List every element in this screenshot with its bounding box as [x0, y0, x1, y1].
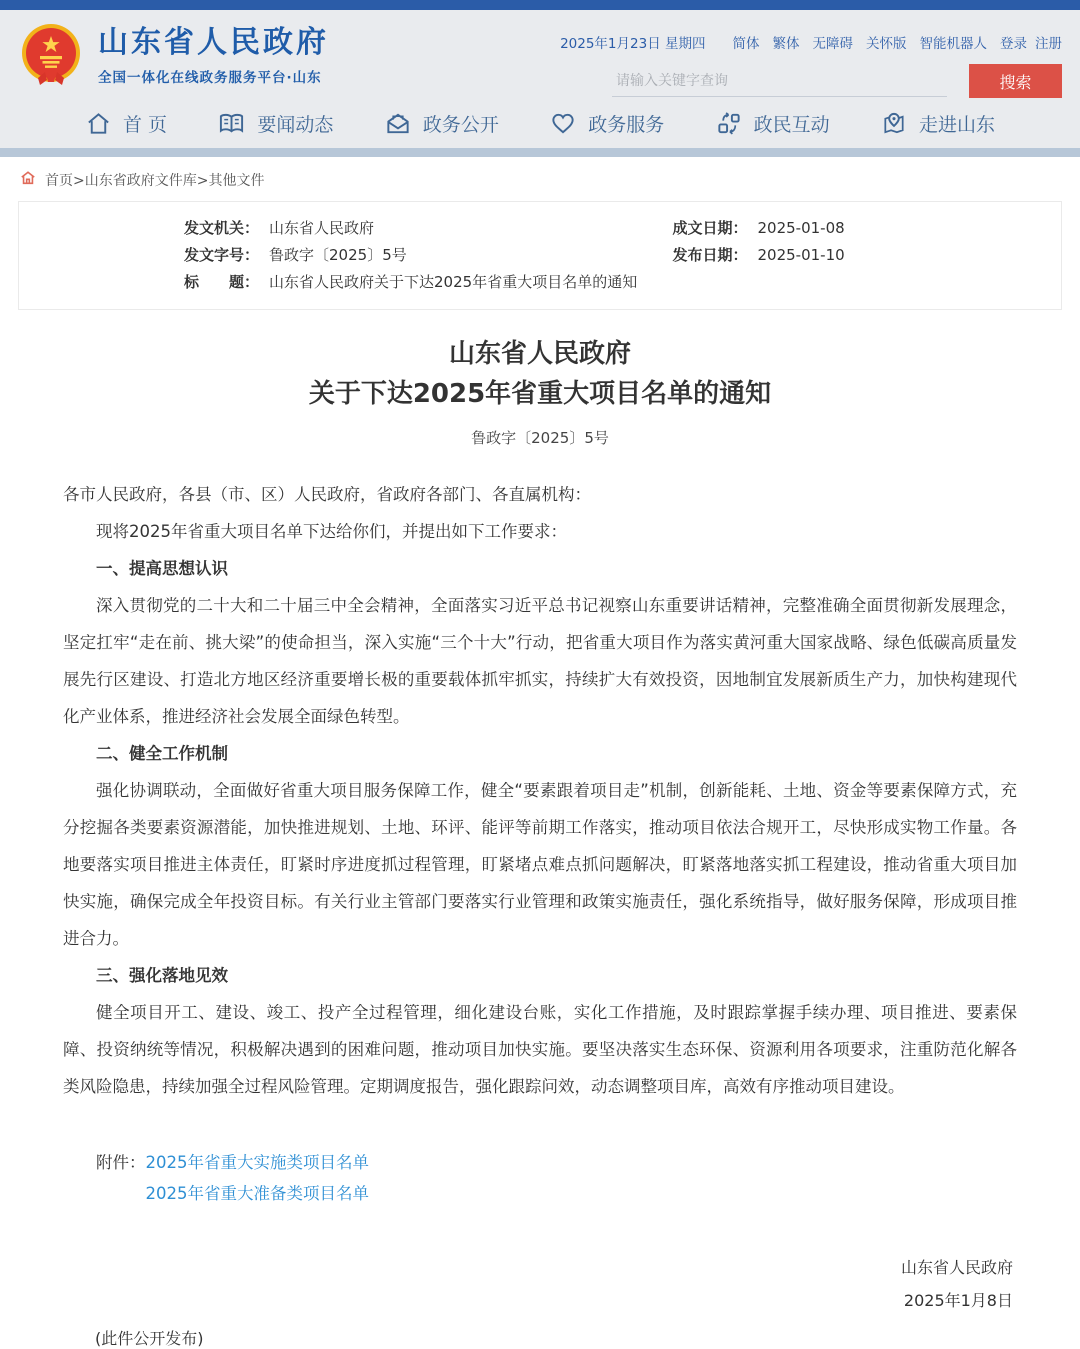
link-care-version[interactable]: 关怀版 — [866, 36, 907, 52]
meta-written-date — [672, 217, 1041, 240]
document-body — [63, 476, 1017, 1105]
top-strip — [0, 0, 1080, 10]
document-title-line1: 山东省人民政府 — [448, 339, 631, 369]
nav-item-gov-affairs[interactable] — [384, 110, 499, 137]
home-icon — [85, 110, 112, 137]
document-meta-box — [18, 201, 1062, 310]
book-icon — [217, 110, 246, 137]
attachment-link-preparation-list[interactable]: 2025年省重大准备类项目名单 — [145, 1184, 369, 1203]
link-traditional-chinese[interactable]: 繁体 — [772, 36, 800, 52]
top-utility-links — [542, 32, 1062, 52]
nav-item-label: 走进山东 — [918, 113, 995, 136]
signature-block — [63, 1251, 1017, 1317]
attachment-row-2 — [63, 1178, 1017, 1209]
nav-item-label: 政民互动 — [753, 113, 830, 136]
attachments-block — [63, 1147, 1017, 1209]
meta-value: 2025-01-08 — [757, 219, 845, 237]
national-emblem-logo — [18, 22, 84, 88]
nav-item-news[interactable] — [217, 110, 333, 137]
meta-label: 标 题： — [184, 273, 260, 291]
nav-item-label: 政务公开 — [422, 113, 499, 136]
section-3-heading: 三、强化落地见效 — [96, 966, 228, 985]
link-simplified-chinese[interactable]: 简体 — [732, 36, 760, 52]
header-right — [542, 32, 1062, 98]
section-1-body: 深入贯彻党的二十大和二十届三中全会精神，全面落实习近平总书记视察山东重要讲话精神，完整准确全面贯彻新发展理念，坚定扛牢“走在前、挑大梁”的使命担当，深入实施“三个十大”行动，把省重大项目作为落实黄河重大国家战略、绿色低碳高质量发展先行区建设、打造北方地区经济重要增长极的重要载体抓牢抓实，持续扩大有效投资，因地制宜发展新质生产力，加快构建现代化产业体系，推进经济社会发展全面绿色转型。 — [63, 596, 1017, 726]
nav-item-services[interactable] — [549, 110, 664, 137]
sign-date: 2025年1月8日 — [903, 1291, 1013, 1310]
section-3-body: 健全项目开工、建设、竣工、投产全过程管理，细化建设台账，实化工作措施，及时跟踪掌握手续办理、项目推进、要素保障、投资纳统等情况，积极解决遇到的困难问题，推动项目加快实施。要坚决落实生态环保、资源利用各项要求，注重防范化解各类风险隐患，持续加强全过程风险管理。定期调度报告，强化跟踪问效，动态调整项目库，高效有序推动项目建设。 — [63, 1003, 1017, 1096]
meta-publish-date — [672, 244, 1041, 267]
meta-issuing-agency — [184, 217, 672, 240]
envelope-icon — [384, 110, 412, 137]
breadcrumb-text[interactable]: 首页>山东省政府文件库>其他文件 — [45, 173, 265, 189]
heart-icon — [549, 110, 577, 137]
section-2-body: 强化协调联动，全面做好省重大项目服务保障工作，健全“要素跟着项目走”机制，创新能耗、土地、资金等要素保障方式，充分挖掘各类要素资源潜能，加快推进规划、土地、环评、能评等前期工作落实，推动项目依法合规开工，尽快形成实物工作量。各地要落实项目推进主体责任，盯紧时序进度抓过程管理，盯紧堵点难点抓问题解决，盯紧落地落实抓工程建设，推动省重大项目加快实施，确保完成全年投资目标。有关行业主管部门要落实行业管理和政策实施责任，强化系统指导，做好服务保障，形成项目推进合力。 — [63, 781, 1017, 948]
meta-document-number — [184, 244, 672, 267]
attachment-row-1 — [63, 1147, 1017, 1178]
signer-name: 山东省人民政府 — [900, 1258, 1013, 1277]
site-identity — [98, 22, 329, 86]
site-header — [0, 10, 1080, 98]
meta-value: 山东省人民政府关于下达2025年省重大项目名单的通知 — [269, 273, 638, 291]
salutation: 各市人民政府，各县（市、区）人民政府，省政府各部门、各直属机构： — [63, 485, 591, 504]
nav-divider-strip — [0, 148, 1080, 157]
current-date: 2025年1月23日 星期四 — [560, 36, 706, 52]
attachments-label: 附件： — [96, 1153, 146, 1172]
attachment-link-implementation-list[interactable]: 2025年省重大实施类项目名单 — [145, 1153, 369, 1172]
link-register[interactable]: 注册 — [1035, 36, 1062, 52]
meta-value: 鲁政字〔2025〕5号 — [269, 246, 407, 264]
map-pin-icon — [880, 110, 908, 137]
link-login[interactable]: 登录 — [1000, 36, 1027, 52]
site-subtitle: 全国一体化在线政务服务平台·山东 — [98, 70, 322, 86]
nav-item-label: 政务服务 — [588, 113, 665, 136]
meta-label: 发文机关： — [184, 219, 260, 237]
search-bar — [542, 64, 1062, 98]
link-accessibility[interactable]: 无障碍 — [812, 36, 853, 52]
document-title-line2: 关于下达2025年省重大项目名单的通知 — [308, 379, 772, 409]
public-release-note: (此件公开发布) — [95, 1329, 204, 1348]
nav-item-about-shandong[interactable] — [880, 110, 995, 137]
chat-exchange-icon — [715, 110, 743, 137]
meta-label: 发文字号： — [184, 246, 260, 264]
nav-item-home[interactable] — [85, 110, 167, 137]
site-title: 山东省人民政府 — [98, 25, 329, 60]
nav-item-label: 要闻动态 — [257, 113, 334, 136]
breadcrumb — [0, 157, 1080, 199]
meta-label: 发布日期： — [672, 246, 748, 264]
meta-label: 成文日期： — [672, 219, 748, 237]
search-button[interactable]: 搜索 — [969, 64, 1062, 98]
section-1-heading: 一、提高思想认识 — [96, 559, 228, 578]
breadcrumb-home-icon — [20, 170, 36, 190]
nav-item-label: 首 页 — [123, 113, 168, 136]
indent-spacer — [63, 1147, 96, 1178]
document-content — [0, 334, 1080, 1349]
meta-value: 山东省人民政府 — [269, 219, 375, 237]
document-number: 鲁政字〔2025〕5号 — [471, 429, 609, 447]
search-input[interactable] — [612, 65, 947, 97]
indent-spacer — [63, 1178, 96, 1209]
meta-value: 2025-01-10 — [757, 246, 845, 264]
intro-paragraph: 现将2025年省重大项目名单下达给你们，并提出如下工作要求： — [96, 522, 567, 541]
nav-item-interaction[interactable] — [715, 110, 830, 137]
link-smart-robot[interactable]: 智能机器人 — [919, 36, 987, 52]
main-nav — [0, 98, 1080, 148]
section-2-heading: 二、健全工作机制 — [96, 744, 228, 763]
meta-title — [184, 271, 1041, 294]
